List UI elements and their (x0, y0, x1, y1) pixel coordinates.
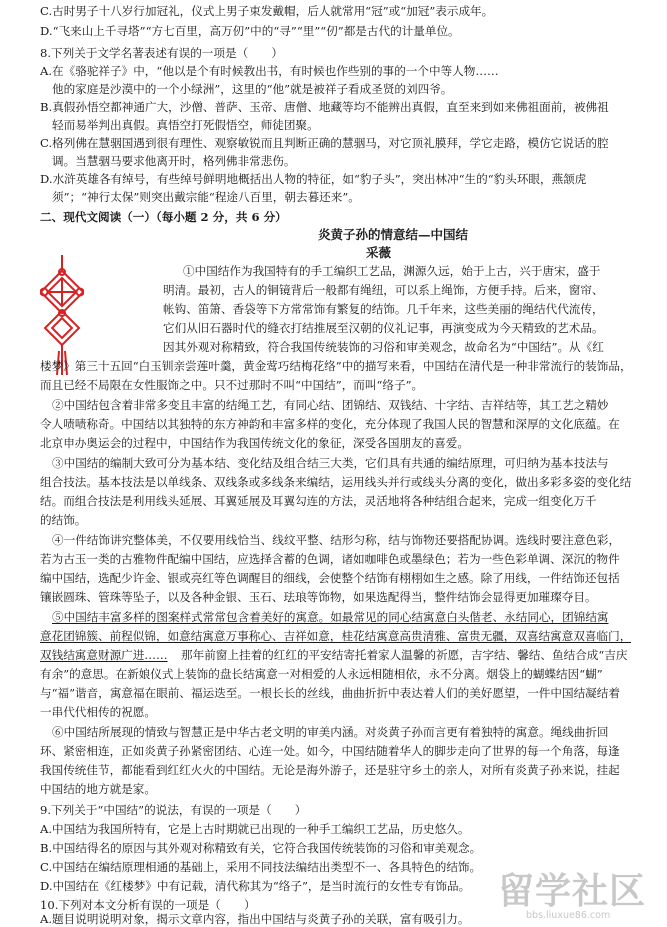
para1-line7: 而且已经不局限在女性服饰之中。只不过那时不叫“中国结”，而叫“络子”。 (40, 378, 424, 392)
q7-option-c: C.古时男子十八岁行加冠礼，仪式上男子束发戴帽，后人就常用“冠”或“加冠”表示成年。 (40, 4, 494, 18)
q8-option-c: C.格列佛在慧骃国遇到很有理性、观察敏锐而且判断正确的慧骃马，对它顶礼膜拜，学它走路，模仿它说话的腔 (40, 136, 609, 150)
q9-option-d: D.中国结在《红楼梦》中有记载，清代称其为“络子”，是当时流行的女性专有饰品。 (40, 879, 471, 893)
para3-line3: 结。而组合技法是利用线头延展、耳翼延展及耳翼勾连的方法，灵活地将各种结组合起来，完成一组变化万千 (40, 494, 597, 508)
para4-line3: 编中国结，选配少许金、银或亮红等色调醒目的细线，会使整个结饰有栩栩如生之感。除了用线，一件结饰还包括 (40, 571, 620, 585)
para6-line3: 我国传统佳节，都能看到红红火火的中国结。无论是海外游子，还是驻守乡土的亲人，对所有炎黄子孙来说，挂起 (40, 763, 620, 777)
q10-stem: 10.下列对本文分析有误的一项是（ ） (40, 898, 256, 912)
para5-line6: 一串代代相传的祝愿。 (40, 705, 156, 719)
para1-line5: 因其外观对称精致，符合我国传统装饰的习俗和审美观念，故命名为“中国结”。从《红 (163, 340, 604, 354)
para5-line1: ⑤中国结丰富多样的图案样式常常包含着美好的寓意。如最常见的同心结寓意白头偕老、永结同心，团锦结寓 (52, 610, 609, 624)
chinese-knot-icon (40, 255, 84, 375)
q8-option-b: B.真假孙悟空都神通广大，沙僧、普萨、玉帝、唐僧、地藏等均不能辨出真假，直至来到如来佛祖面前，被佛祖 (40, 100, 609, 114)
para1-line2: 明清。最初，古人的铜镜背后一般都有绳纽，可以系上绳饰，方便手持。后来，窗帘、 (163, 283, 604, 297)
watermark-logo (496, 872, 664, 924)
para6-line2: 环、紧密相连，正如炎黄子孙紧密团结、心连一处。如今，中国结随着华人的脚步走向了世界的每一个角落，每逢 (40, 744, 620, 758)
para3-line1: ③中国结的编制大致可分为基本结、变化结及组合结三大类，它们具有共通的编结原理，可归纳为基本技法与 (52, 456, 609, 470)
para1-line3: 帐钩、笛箫、香袋等下方常常饰有繁复的结饰。几千年来，这些美丽的绳结代代流传， (163, 302, 604, 316)
q8-option-a: A.在《骆驼祥子》中，“他以是个有时候教出书，有时候也作些别的事的一个中等人物…… (40, 64, 499, 78)
watermark-text: 留学社区 (498, 871, 647, 912)
para5-line3-underlined: 双钱结寓意财源广进…… (40, 648, 168, 662)
article-title: 炎黄子孙的情意结—中国结 (318, 227, 469, 242)
q9-option-b: B.中国结得名的原因与其外观对称精致有关，它符合我国传统装饰的习俗和审美观念。 (40, 841, 482, 855)
article-author: 采薇 (366, 245, 392, 260)
q7-option-d: D.“飞来山上千寻塔”“方七百里，高万仞”中的“寻”“里”“仞”都是古代的计量单位。 (40, 24, 460, 38)
para3-line4: 的结饰。 (40, 513, 87, 527)
para5-line5: 与“福”谐音，寓意福在眼前、福运迭至。一根长长的丝线，曲曲折折中表达着人们的美好愿望，一件中国结凝结着 (40, 686, 620, 700)
para6-line4: 中国结的地方就是家。 (40, 782, 156, 796)
para4-line1: ④一件结饰讲究整体美，不仅要用线恰当、线纹平整、结形匀称，结与饰物还要搭配协调。选线时要注意色彩， (52, 533, 621, 547)
para2-line2: 令人啧啧称奇。中国结以其独特的东方神韵和丰富多样的变化，充分体现了我国人民的智慧和深厚的文化底蕴。在 (40, 417, 620, 431)
q8-option-a-cont: 他的家庭是沙漠中的一个小绿洲”，这里的“他”就是被祥子看成圣贤的刘四爷。 (52, 82, 453, 96)
para1-line1: ①中国结作为我国特有的手工编织工艺品，渊源久远，始于上古，兴于唐宋，盛于 (183, 264, 601, 278)
para5-line4: 有余”的意思。在新娘仪式上装饰的盘长结寓意一对相爱的人永远相随相依，永不分离。烟袋上的蝴蝶结因“蝴” (40, 667, 603, 681)
para6-line1: ⑥中国结所展现的情致与智慧正是中华古老文明的审美内涵。对炎黄子孙而言更有着独特的寓意。绳线曲折回 (52, 725, 609, 739)
para4-line2: 若为古玉一类的古雅物件配编中国结，应选择含蓄的色调，诸如咖啡色或墨绿色；若为一些色彩单调、深沉的物件 (40, 552, 620, 566)
para5-line2: 意花团锦簇、前程似锦，如意结寓意万事称心、吉祥如意，桂花结寓意高贵清雅、富贵无疆，双喜结寓意双喜临门， (40, 629, 632, 643)
para1-line6: 楼梦》第三十五回“白玉钏亲尝莲叶羹，黄金莺巧结梅花络”中的描写来看，中国结在清代是一种非常流行的装饰品， (40, 359, 632, 373)
para5-line3-rest: 那年前窗上挂着的红红的平安结寄托着家人温馨的祈愿，吉字结、馨结、鱼结合成“吉庆 (181, 648, 628, 662)
q8-option-d: D.水浒英雄各有绰号，有些绰号鲜明地概括出人物的特征，如“豹子头”，突出林冲“生的“豹头环眼，燕颔虎 (40, 172, 587, 186)
q10-option-a: A.题目说明说明对象，揭示文章内容，指出中国结与炎黄子孙的关联，富有吸引力。 (40, 912, 470, 926)
q9-stem: 9.下列关于“中国结”的说法，有误的一项是（ ） (40, 803, 307, 817)
q8-option-d-cont: 须”；“神行太保”则突出戴宗能“程途八百里，朝去暮还来”。 (52, 190, 360, 204)
q8-stem: 8.下列关于文学名著表述有误的一项是（ ） (40, 46, 283, 60)
q8-option-b-cont: 轻而易举判出真假。真悟空打死假悟空，师徒团聚。 (52, 118, 319, 132)
section-heading: 二、现代文阅读（一）（每小题 2 分，共 6 分） (40, 210, 287, 224)
para1-line4: 它们从旧石器时代的缝衣打结推展至汉朝的仪礼记事，再演变成为今天精致的艺术品。 (163, 321, 604, 335)
para4-line4: 镶嵌圆珠、管珠等坠子，以及各种金银、玉石、珐琅等饰物，如果选配得当，整件结饰会显得更加璀璨夺目。 (40, 590, 597, 604)
q9-option-c: C.中国结在编结原理相通的基础上，采用不同技法编结出类型不一、各具特色的结饰。 (40, 860, 482, 874)
para2-line3: 北京申办奥运会的过程中，中国结作为我国传统文化的象征，深受各国朋友的喜爱。 (40, 436, 469, 450)
q9-option-a: A.中国结为我国所特有，它是上古时期就已出现的一种手工编织工艺品，历史悠久。 (40, 822, 470, 836)
watermark-url: bbs.liuxue86.com (526, 910, 611, 921)
q8-option-c-cont: 调。当慧骃马要求他离开时，格列佛非常悲伤。 (52, 154, 296, 168)
para3-line2: 组合技法。基本技法是以单线条、双线条或多线条来编结，运用线头并行或线头分离的变化，做出多彩多姿的变化结 (40, 475, 632, 489)
para2-line1: ②中国结包含着非常多变且丰富的结绳工艺，有同心结、团锦结、双钱结、十字结、吉祥结等，其工艺之精妙 (52, 398, 609, 412)
